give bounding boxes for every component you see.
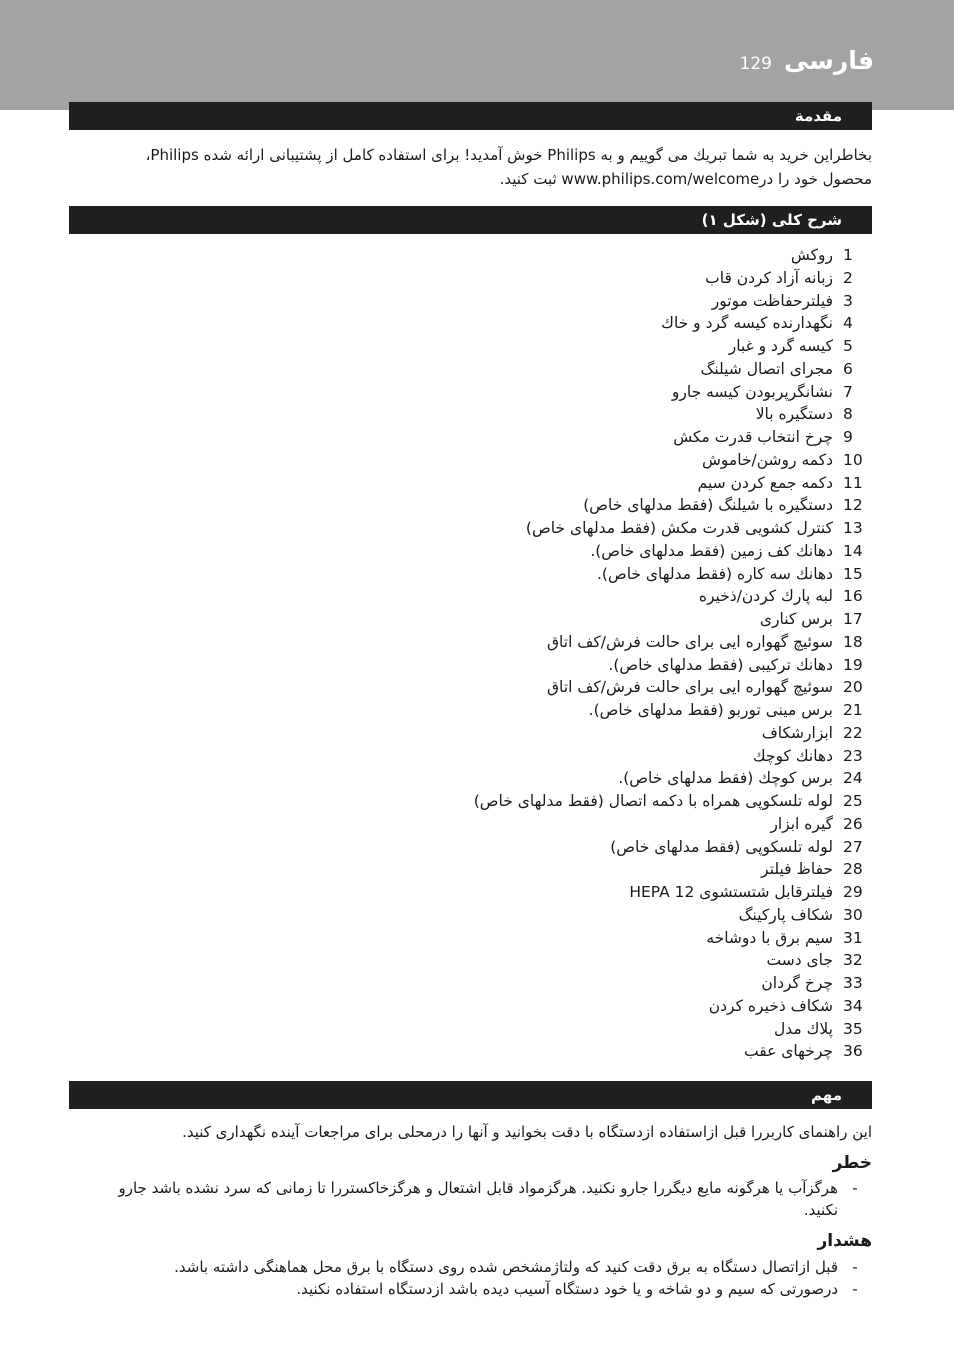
list-item bbox=[114, 494, 874, 517]
language-title: فارسی bbox=[783, 46, 874, 75]
list-item bbox=[114, 858, 874, 881]
item-label: چرخ انتخاب قدرت مكش bbox=[673, 428, 833, 446]
danger-title: خطر bbox=[832, 1153, 872, 1173]
list-item bbox=[114, 927, 874, 950]
list-item bbox=[114, 312, 874, 335]
item-number: 34 bbox=[843, 996, 863, 1015]
item-number: 9 bbox=[843, 428, 853, 446]
intro-paragraph bbox=[146, 143, 872, 191]
item-number: 4 bbox=[843, 314, 853, 333]
list-item bbox=[114, 790, 874, 813]
danger-bullet-line-1: هرگزآب یا هرگونه مایع دیگررا جارو نكنید. هرگزمواد قابل اشتعال و هرگزخاكستررا تا زمانی كه سرد نشده باشد جارو bbox=[118, 1179, 838, 1197]
item-label: برس كوچك (فقط مدلهای خاص). bbox=[618, 769, 833, 788]
item-number: 1 bbox=[843, 246, 853, 264]
item-number: 7 bbox=[843, 382, 853, 401]
list-item bbox=[114, 1040, 874, 1063]
list-item bbox=[114, 358, 874, 381]
list-item bbox=[114, 290, 874, 313]
item-number: 28 bbox=[843, 860, 863, 879]
item-label: دهانك سه كاره (فقط مدلهای خاص). bbox=[596, 564, 833, 583]
item-label: سوئیچ گهواره ایی برای حالت فرش/كف اتاق bbox=[547, 678, 833, 697]
item-label: سوئیچ گهواره ایی برای حالت فرش/كف اتاق bbox=[547, 632, 833, 651]
list-item bbox=[114, 472, 874, 495]
list-item bbox=[114, 767, 874, 790]
list-item bbox=[114, 608, 874, 631]
intro-heading: مقدمة bbox=[794, 107, 842, 125]
item-label: زبانه آزاد كردن قاب bbox=[705, 268, 833, 287]
item-label: كیسه گرد و غبار bbox=[728, 337, 833, 355]
item-number: 24 bbox=[843, 769, 863, 788]
warning-list bbox=[82, 1256, 872, 1300]
item-number: 16 bbox=[843, 587, 863, 606]
list-item bbox=[114, 972, 874, 995]
item-number: 6 bbox=[843, 359, 853, 378]
list-item bbox=[114, 426, 874, 449]
item-number: 35 bbox=[843, 1019, 863, 1038]
list-item bbox=[114, 563, 874, 586]
list-item bbox=[114, 267, 874, 290]
item-number: 12 bbox=[843, 496, 863, 515]
item-number: 30 bbox=[843, 905, 863, 924]
danger-bullet bbox=[82, 1177, 872, 1221]
bullet-dash: - bbox=[852, 1258, 858, 1276]
item-label: شكاف پاركینگ bbox=[738, 905, 833, 924]
list-item bbox=[114, 699, 874, 722]
item-number: 20 bbox=[843, 678, 863, 697]
list-item bbox=[114, 244, 874, 267]
item-number: 36 bbox=[843, 1042, 863, 1061]
warning-bullet-text: قبل ازاتصال دستگاه به برق دقت كنید كه ولتاژمشخص شده روی دستگاه با برق محل هماهنگی داشته باشد. bbox=[174, 1258, 838, 1276]
list-item bbox=[114, 881, 874, 904]
list-item bbox=[114, 949, 874, 972]
list-item bbox=[114, 722, 874, 745]
item-number: 14 bbox=[843, 541, 863, 560]
list-item bbox=[114, 813, 874, 836]
item-label: نگهدارنده كیسه گرد و خاك bbox=[661, 314, 833, 333]
item-number: 11 bbox=[843, 473, 863, 492]
list-item bbox=[114, 335, 874, 358]
item-number: 31 bbox=[843, 928, 863, 947]
item-label: سیم برق با دوشاخه bbox=[706, 928, 833, 947]
item-label: لوله تلسكوپی (فقط مدلهای خاص) bbox=[610, 837, 833, 856]
item-number: 25 bbox=[843, 792, 863, 810]
item-label: چرخهای عقب bbox=[744, 1042, 833, 1061]
item-number: 32 bbox=[843, 951, 863, 970]
item-number: 26 bbox=[843, 814, 863, 833]
item-number: 5 bbox=[843, 337, 853, 355]
item-label: لوله تلسكوپی همراه با دكمه اتصال (فقط مدلهای خاص) bbox=[473, 792, 833, 810]
intro-line-2: محصول خود را درwww.philips.com/welcome ثبت كنید. bbox=[499, 170, 872, 188]
item-label: دهانك كوچك bbox=[752, 746, 833, 765]
warning-bullet-text: درصورتی كه سیم و دو شاخه و یا خود دستگاه آسیب دیده باشد ازدستگاه استفاده نكنید. bbox=[296, 1280, 838, 1298]
item-number: 29 bbox=[843, 883, 863, 901]
overview-heading: شرح کلی (شکل ۱) bbox=[701, 211, 842, 229]
list-item bbox=[114, 995, 874, 1018]
item-label: برس مینی توربو (فقط مدلهای خاص). bbox=[588, 701, 833, 719]
important-heading: مهم bbox=[811, 1086, 842, 1104]
item-number: 17 bbox=[843, 610, 863, 628]
item-label: حفاظ فیلتر bbox=[761, 860, 833, 879]
item-label: كنترل كشویی قدرت مكش (فقط مدلهای خاص) bbox=[525, 519, 833, 537]
danger-list bbox=[82, 1177, 872, 1221]
item-number: 18 bbox=[843, 632, 863, 651]
item-label: چرخ گردان bbox=[761, 974, 833, 992]
item-number: 22 bbox=[843, 723, 863, 742]
item-label: جای دست bbox=[766, 951, 833, 970]
warning-bullet bbox=[82, 1256, 872, 1278]
intro-heading-bar bbox=[69, 102, 872, 130]
item-number: 10 bbox=[843, 450, 863, 469]
list-item bbox=[114, 676, 874, 699]
danger-bullet-line-2: نكنید. bbox=[803, 1201, 838, 1219]
item-label: نشانگرپربودن كیسه جارو bbox=[671, 382, 833, 401]
page-number: 129 bbox=[739, 54, 772, 74]
item-label: دكمه جمع كردن سیم bbox=[697, 473, 833, 492]
list-item bbox=[114, 517, 874, 540]
list-item bbox=[114, 1018, 874, 1041]
item-number: 19 bbox=[843, 655, 863, 674]
item-number: 2 bbox=[843, 268, 853, 287]
list-item bbox=[114, 904, 874, 927]
warning-title: هشدار bbox=[817, 1231, 872, 1251]
list-item bbox=[114, 745, 874, 768]
bullet-dash: - bbox=[852, 1179, 858, 1197]
important-intro: این راهنمای كاربررا قبل ازاستفاده ازدستگاه با دقت بخوانید و آنها را درمحلی برای مراجعات آینده نگهداری كنید. bbox=[182, 1123, 872, 1141]
item-label: دهانك كف زمین (فقط مدلهای خاص). bbox=[590, 541, 833, 560]
item-number: 33 bbox=[843, 974, 863, 992]
list-item bbox=[114, 540, 874, 563]
list-item bbox=[114, 836, 874, 859]
list-item bbox=[114, 449, 874, 472]
item-label: پلاك مدل bbox=[774, 1019, 833, 1038]
item-label: فیلترحفاظت موتور bbox=[711, 291, 833, 310]
item-number: 15 bbox=[843, 564, 863, 583]
item-label: روكش bbox=[790, 246, 833, 264]
list-item bbox=[114, 631, 874, 654]
overview-heading-bar bbox=[69, 206, 872, 234]
list-item bbox=[114, 381, 874, 404]
intro-line-1: بخاطراین خرید به شما تبریك می گوییم و به Philips خوش آمدید! برای استفاده كامل از پشتیبانی ارائه شده Philips، bbox=[145, 146, 872, 164]
item-number: 3 bbox=[843, 291, 853, 310]
parts-list bbox=[114, 244, 874, 1063]
item-number: 27 bbox=[843, 837, 863, 856]
item-number: 23 bbox=[843, 746, 863, 765]
item-label: دستگیره با شیلنگ (فقط مدلهای خاص) bbox=[583, 496, 833, 515]
list-item bbox=[114, 654, 874, 677]
item-number: 21 bbox=[843, 701, 863, 719]
item-number: 8 bbox=[843, 405, 853, 424]
item-label: لبه پارك كردن/ذخیره bbox=[698, 587, 833, 606]
item-label: فیلترقابل شتستشوی HEPA 12 bbox=[629, 883, 833, 901]
list-item bbox=[114, 585, 874, 608]
item-label: دكمه روشن/خاموش bbox=[702, 450, 833, 469]
item-label: گیره ابزار bbox=[770, 814, 833, 833]
important-heading-bar bbox=[69, 1081, 872, 1109]
item-label: دهانك تركیبی (فقط مدلهای خاص). bbox=[608, 655, 833, 674]
item-label: مجرای اتصال شیلنگ bbox=[700, 359, 833, 378]
page-header bbox=[740, 46, 874, 75]
item-label: ابزارشكاف bbox=[761, 723, 833, 742]
warning-bullet bbox=[82, 1278, 872, 1300]
item-label: برس كناری bbox=[759, 610, 833, 628]
item-label: دستگیره بالا bbox=[755, 405, 833, 424]
item-label: شكاف ذخیره كردن bbox=[708, 996, 833, 1015]
item-number: 13 bbox=[843, 519, 863, 537]
list-item bbox=[114, 403, 874, 426]
bullet-dash: - bbox=[852, 1280, 858, 1298]
